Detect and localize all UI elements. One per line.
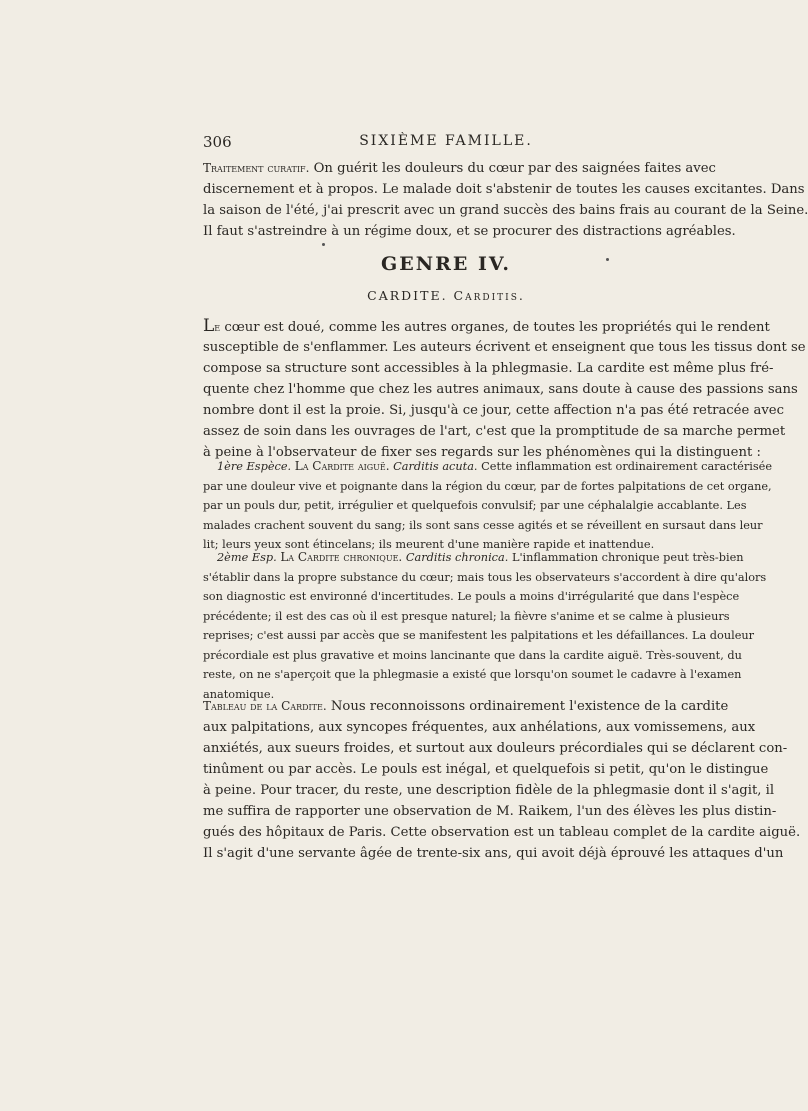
species-number: 2ème Esp. <box>217 551 277 564</box>
species-1-paragraph <box>203 457 773 555</box>
species-latin: Carditis chronica. <box>405 551 509 564</box>
subtitle-french: CARDITE. <box>367 288 448 303</box>
text-line: précordiale est plus gravative et moins lancinante que dans la cardite aiguë. Très-souvent, du <box>203 648 742 662</box>
text-line: à peine à l'observateur de fixer ses regards sur les phénomènes qui la distinguent : <box>203 445 761 460</box>
text-line: précédente; il est des cas où il est presque naturel; la fièvre s'anime et se calme à plusieurs <box>203 609 730 623</box>
text-line: susceptible de s'enflammer. Les auteurs écrivent et enseignent que tous les tissus dont se <box>203 340 806 355</box>
subtitle-latin: Carditis. <box>453 288 525 303</box>
species-number: 1ère Espèce. <box>217 460 292 473</box>
text-line: aux palpitations, aux syncopes fréquentes, aux anhélations, aux vomissemens, aux <box>203 720 756 735</box>
text-line: Il s'agit d'une servante âgée de trente-six ans, qui avoit déjà éprouvé les attaques d'un <box>203 846 784 861</box>
ink-speck <box>322 243 325 246</box>
text-line: son diagnostic est environné d'incertitudes. Le pouls a moins d'irrégularité que dans l'espèce <box>203 590 740 603</box>
text-line: 2ème Esp. La Cardite chronique. Carditis chronica. L'inflammation chronique peut très-bien <box>217 550 744 564</box>
text-line: Tableau de la Cardite. Nous reconnoissons ordinairement l'existence de la cardite <box>203 699 729 714</box>
tableau-lead: Tableau de la Cardite. <box>203 699 327 713</box>
species-name: La Cardite aiguë. <box>294 459 390 473</box>
text-line: quente chez l'homme que chez les autres animaux, sans doute à cause des passions sans <box>203 382 798 397</box>
text-line: compose sa structure sont accessibles à la phlegmasie. La cardite est même plus fré- <box>203 361 774 376</box>
treatment-lead: Traitement curatif. <box>203 161 310 175</box>
page-number: 306 <box>203 133 232 151</box>
section-subtitle <box>203 288 689 303</box>
text-line: tinûment ou par accès. Le pouls est inégal, et quelquefois si petit, qu'on le distingue <box>203 762 769 777</box>
text-line: Le cœur est doué, comme les autres organes, de toutes les propriétés qui le rendent <box>203 316 770 336</box>
tableau-paragraph <box>203 696 801 864</box>
text-line: discernement et à propos. Le malade doit s'abstenir de toutes les causes excitantes. Dans <box>203 182 805 197</box>
text-line: reste, on ne s'aperçoit que la phlegmasie a existé que lorsqu'on soumet le cadavre à l'examen <box>203 668 742 681</box>
running-header <box>203 133 689 153</box>
text-line: Traitement curatif. On guérit les douleurs du cœur par des saignées faites avec <box>203 161 716 176</box>
text-line: s'établir dans la propre substance du cœur; mais tous les observateurs s'accordent à dire qu'alors <box>203 570 767 584</box>
genre-heading: GENRE IV. <box>381 253 511 275</box>
running-title: SIXIÈME FAMILLE. <box>359 133 533 149</box>
species-latin: Carditis acuta. <box>393 460 478 473</box>
text-line: assez de soin dans les ouvrages de l'art, c'est que la promptitude de sa marche permet <box>203 424 786 439</box>
text-line: anxiétés, aux sueurs froides, et surtout aux douleurs précordiales qui se déclarent con- <box>203 741 788 756</box>
text-line: reprises; c'est aussi par accès que se manifestent les palpitations et les défaillances. La douleur <box>203 629 755 642</box>
text-line: par un pouls dur, petit, irrégulier et quelquefois convulsif; par une céphalalgie accablante. Les <box>203 499 747 512</box>
text-line: gués des hôpitaux de Paris. Cette observation est un tableau complet de la cardite aiguë. <box>203 825 801 840</box>
text-line: me suffira de rapporter une observation de M. Raikem, l'un des élèves les plus distin- <box>203 804 777 819</box>
text-line: Il faut s'astreindre à un régime doux, et se procurer des distractions agréables. <box>203 224 736 239</box>
species-2-paragraph <box>203 548 767 704</box>
text-line: la saison de l'été, j'ai prescrit avec un grand succès des bains frais au courant de la Seine. <box>203 203 808 218</box>
text-line: 1ère Espèce. La Cardite aiguë. Carditis acuta. Cette inflammation est ordinairement caractérisée <box>217 459 773 473</box>
text-line: anatomique. <box>203 687 275 701</box>
ink-speck <box>606 258 609 261</box>
text-line: nombre dont il est la proie. Si, jusqu'à ce jour, cette affection n'a pas été retracée avec <box>203 403 784 418</box>
text-line: lit; leurs yeux sont étincelans; ils meurent d'une manière rapide et inattendue. <box>203 538 655 551</box>
text-line: malades crachent souvent du sang; ils sont sans cesse agités et se réveillent en sursaut dans leur <box>203 518 763 532</box>
drop-cap: L <box>203 316 215 336</box>
treatment-paragraph <box>203 158 808 242</box>
intro-paragraph <box>203 316 806 463</box>
text-line: à peine. Pour tracer, du reste, une description fidèle de la phlegmasie dont il s'agit, il <box>203 783 775 798</box>
text-line: par une douleur vive et poignante dans la région du cœur, par de fortes palpitations de cet organe, <box>203 479 772 493</box>
species-name: La Cardite chronique. <box>280 550 403 564</box>
